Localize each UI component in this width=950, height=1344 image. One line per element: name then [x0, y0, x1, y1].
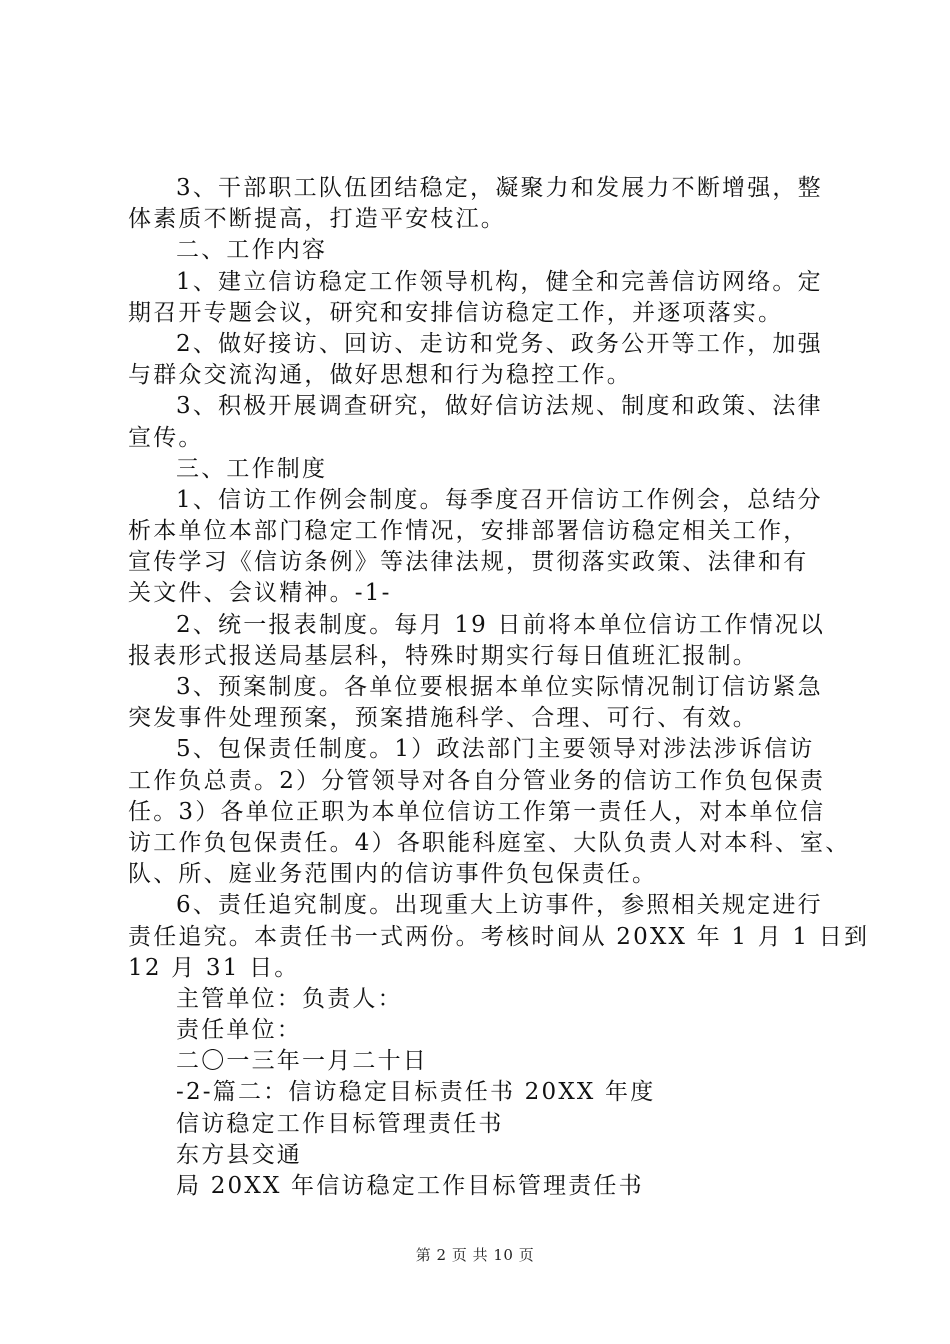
paragraph-line: 主管单位：负责人：	[176, 985, 403, 1012]
paragraph-line: 3、积极开展调查研究，做好信访法规、制度和政策、法律	[176, 393, 823, 420]
paragraph-line: 2、做好接访、回访、走访和党务、政务公开等工作，加强	[176, 330, 823, 357]
paragraph-line: 三、工作制度	[176, 455, 328, 482]
paragraph-line: 宣传学习《信访条例》等法律法规，贯彻落实政策、法律和有	[128, 549, 809, 576]
paragraph-line: 访工作负包保责任。4）各职能科庭室、大队负责人对本科、室、	[128, 829, 851, 856]
paragraph-line: 局 20XX 年信访稳定工作目标管理责任书	[176, 1173, 644, 1199]
paragraph-line: -2-篇二：信访稳定目标责任书 20XX 年度	[176, 1079, 656, 1106]
paragraph-line: 信访稳定工作目标管理责任书	[176, 1110, 504, 1137]
paragraph-line: 5、包保责任制度。1）政法部门主要领导对涉法涉诉信访	[176, 736, 815, 763]
paragraph-line: 体素质不断提高，打造平安枝江。	[128, 206, 506, 233]
paragraph-line: 与群众交流沟通，做好思想和行为稳控工作。	[128, 362, 632, 389]
paragraph-line: 任。3）各单位正职为本单位信访工作第一责任人，对本单位信	[128, 798, 826, 825]
paragraph-line: 队、所、庭业务范围内的信访事件负包保责任。	[128, 861, 658, 888]
paragraph-line: 3、预案制度。各单位要根据本单位实际情况制订信访紧急	[176, 674, 823, 700]
paragraph-line: 6、责任追究制度。出现重大上访事件，参照相关规定进行	[176, 892, 823, 919]
paragraph-line: 2、统一报表制度。每月 19 日前将本单位信访工作情况以	[176, 611, 826, 638]
paragraph-line: 突发事件处理预案，预案措施科学、合理、可行、有效。	[128, 705, 758, 732]
paragraph-line: 1、信访工作例会制度。每季度召开信访工作例会，总结分	[176, 486, 823, 513]
document-body	[128, 173, 870, 1202]
paragraph-line: 宣传。	[128, 424, 204, 451]
paragraph-line: 报表形式报送局基层科，特殊时期实行每日值班汇报制。	[128, 642, 758, 669]
page-footer: 第 2 页 共 10 页	[415, 1246, 535, 1264]
paragraph-line: 二〇一三年一月二十日	[176, 1048, 428, 1075]
paragraph-line: 关文件、会议精神。-1-	[128, 580, 392, 607]
paragraph-line: 析本单位本部门稳定工作情况，安排部署信访稳定相关工作，	[128, 518, 809, 545]
paragraph-line: 工作负总责。2）分管领导对各自分管业务的信访工作负包保责	[128, 767, 826, 794]
paragraph-line: 3、干部职工队伍团结稳定，凝聚力和发展力不断增强，整	[176, 175, 823, 201]
paragraph-line: 12 月 31 日。	[128, 954, 300, 981]
paragraph-line: 东方县交通	[176, 1141, 302, 1168]
paragraph-line: 期召开专题会议，研究和安排信访稳定工作，并逐项落实。	[128, 299, 784, 326]
paragraph-line: 责任追究。本责任书一式两份。考核时间从 20XX 年 1 月 1 日到	[128, 923, 870, 950]
paragraph-line: 责任单位：	[176, 1017, 302, 1044]
paragraph-line: 二、工作内容	[176, 237, 328, 264]
paragraph-line: 1、建立信访稳定工作领导机构，健全和完善信访网络。定	[176, 268, 823, 295]
